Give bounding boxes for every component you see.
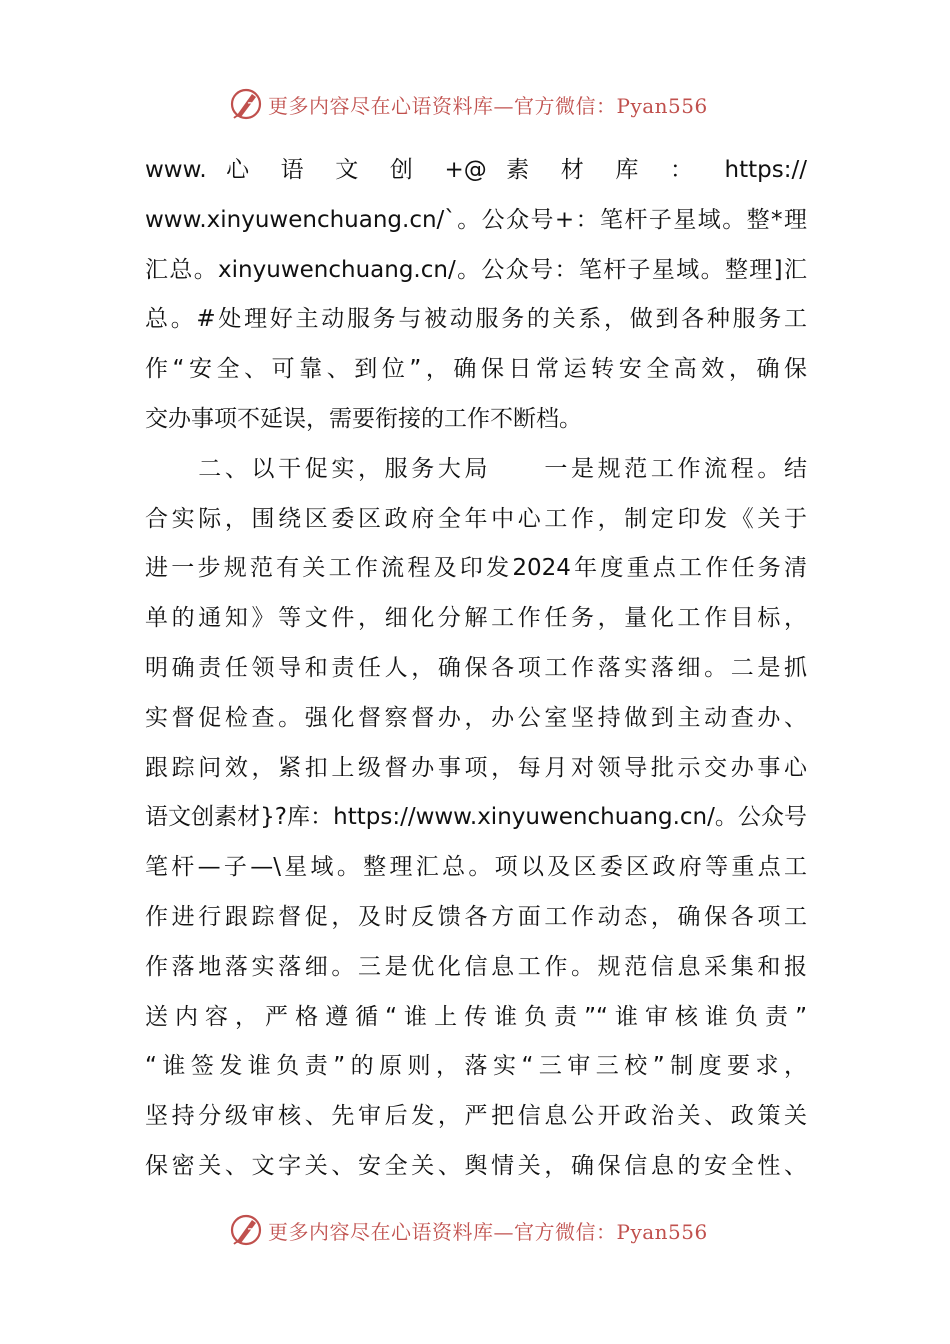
text-line: 保密关、文字关、安全关、舆情关，确保信息的安全性、 xyxy=(145,1152,807,1179)
text-line: 坚持分级审核、先审后发，严把信息公开政治关、政策关 xyxy=(145,1103,807,1130)
text-line: 笔杆—子—\星域。整理汇总。项以及区委区政府等重点工 xyxy=(145,854,807,881)
text-line: 交办事项不延误，需要衔接的工作不断档。 xyxy=(145,405,582,432)
text-line: 明确责任领导和责任人，确保各项工作落实落细。二是抓 xyxy=(145,654,807,681)
header-banner-text: 更多内容尽在心语资料库—官方微信：Pyan556 xyxy=(268,93,708,118)
text-line: www.xinyuwenchuang.cn/`。公众号+：笔杆子星域。整*理 xyxy=(145,206,807,233)
footer-banner xyxy=(228,1210,708,1250)
footer-banner-text: 更多内容尽在心语资料库—官方微信：Pyan556 xyxy=(268,1219,708,1244)
pen-circle-logo-icon xyxy=(228,1212,264,1248)
header-banner xyxy=(228,84,708,124)
text-line: 跟踪问效，紧扣上级督办事项，每月对领导批示交办事心 xyxy=(145,754,807,781)
text-line: 作“安全、可靠、到位”，确保日常运转安全高效，确保 xyxy=(145,356,807,383)
text-line: 总。#处理好主动服务与被动服务的关系，做到各种服务工 xyxy=(145,306,807,333)
text-line: 单的通知》等文件，细化分解工作任务，量化工作目标， xyxy=(145,605,807,632)
document-body xyxy=(145,146,807,1192)
text-line: 实督促检查。强化督察督办，办公室坚持做到主动查办、 xyxy=(145,704,807,731)
pen-circle-logo-icon xyxy=(228,86,264,122)
text-line: 二、以干促实，服务大局 一是规范工作流程。结 xyxy=(145,455,807,482)
text-line: www. 心 语 文 创 +@ 素 材 库 ： https:// xyxy=(145,157,807,183)
text-line: 作进行跟踪督促，及时反馈各方面工作动态，确保各项工 xyxy=(145,903,807,930)
text-line: 进一步规范有关工作流程及印发2024年度重点工作任务清 xyxy=(145,555,807,582)
text-line: “谁签发谁负责”的原则，落实“三审三校”制度要求， xyxy=(145,1053,807,1080)
text-line: 合实际，围绕区委区政府全年中心工作，制定印发《关于 xyxy=(145,505,807,532)
text-line: 汇总。xinyuwenchuang.cn/。公众号：笔杆子星域。整理]汇 xyxy=(145,256,807,283)
text-line: 语文创素材}?库：https://www.xinyuwenchuang.cn/。公众号 xyxy=(145,804,807,831)
text-line: 作落地落实落细。三是优化信息工作。规范信息采集和报 xyxy=(145,953,807,980)
text-line: 送内容，严格遵循“谁上传谁负责”“谁审核谁负责” xyxy=(145,1003,807,1030)
